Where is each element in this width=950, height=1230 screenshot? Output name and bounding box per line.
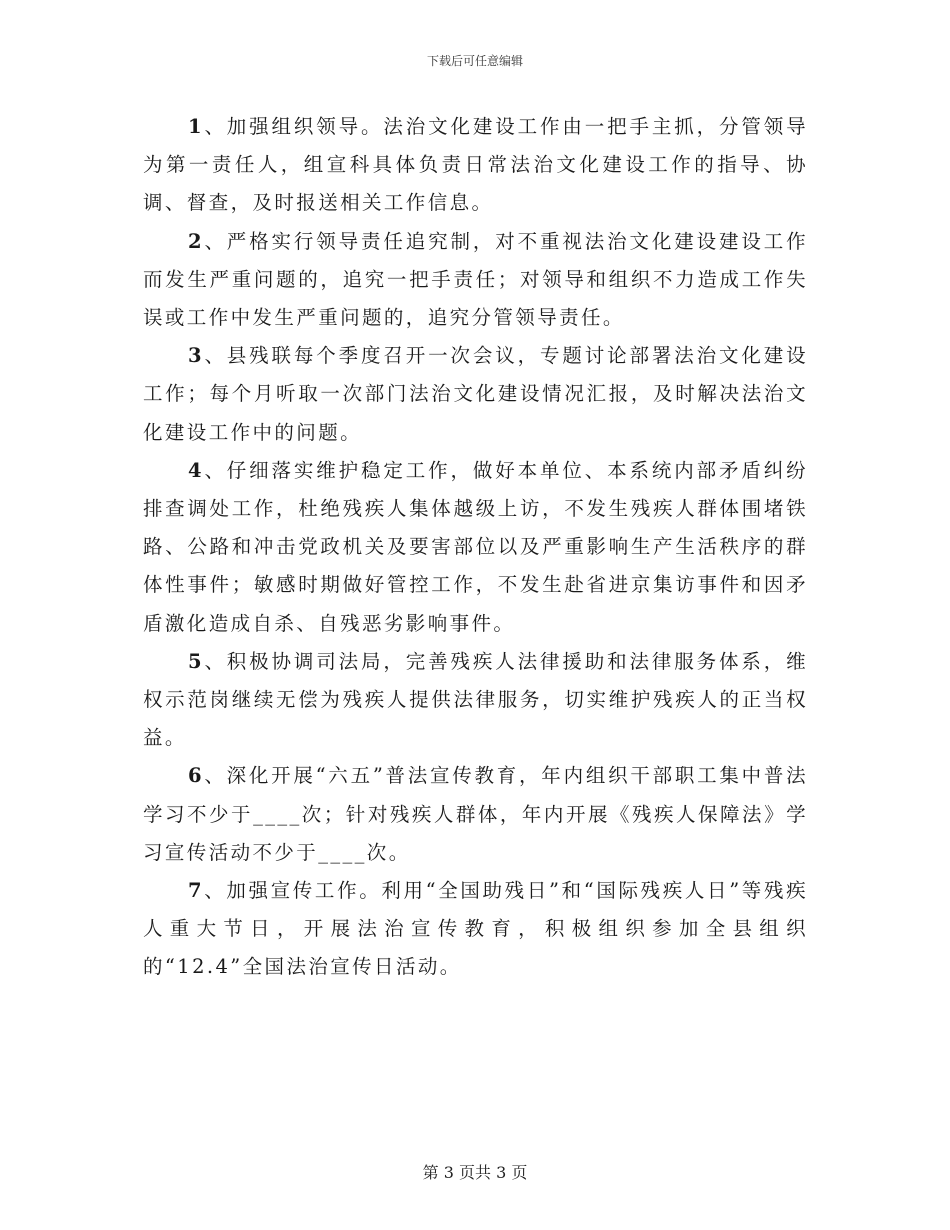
paragraph-4: [143, 452, 808, 643]
paragraph-5: [143, 643, 808, 758]
paragraph-text: 、积极协调司法局，完善残疾人法律援助和法律服务体系，维权示范岗继续无偿为残疾人提供法律服务，切实维护残疾人的正当权益。: [143, 649, 808, 750]
document-body: [143, 108, 808, 987]
page-header: 下载后可任意编辑: [426, 54, 523, 68]
paragraph-number: 1: [188, 115, 204, 138]
paragraph-number: 5: [188, 649, 204, 673]
paragraph-number: 7: [188, 879, 204, 903]
paragraph-number: 4: [188, 458, 204, 482]
paragraph-number: 3: [188, 344, 204, 368]
paragraph-text: 、加强宣传工作。利用“全国助残日”和“国际残疾人日”等残疾人重大节日，开展法治宣传教育，积极组织参加全县组织的“12.4”全国法治宣传日活动。: [143, 879, 808, 979]
paragraph-text: 、县残联每个季度召开一次会议，专题讨论部署法治文化建设工作；每个月听取一次部门法治文化建设情况汇报，及时解决法治文化建设工作中的问题。: [143, 344, 808, 444]
paragraph-text: 、严格实行领导责任追究制，对不重视法治文化建设建设工作而发生严重问题的，追究一把手责任；对领导和组织不力造成工作失误或工作中发生严重问题的，追究分管领导责任。: [143, 229, 808, 330]
paragraph-number: 2: [188, 229, 204, 253]
paragraph-number: 6: [188, 764, 204, 788]
paragraph-7: [143, 872, 808, 987]
paragraph-2: [143, 223, 808, 338]
paragraph-6: [143, 757, 808, 872]
page-footer: 第 3 页共 3 页: [422, 1163, 528, 1182]
paragraph-text: 、深化开展“六五”普法宣传教育，年内组织干部职工集中普法学习不少于____次；针对残疾人群体，年内开展《残疾人保障法》学习宣传活动不少于____次。: [143, 764, 808, 864]
paragraph-3: [143, 337, 808, 452]
paragraph-1: [143, 108, 808, 223]
paragraph-text: 、加强组织领导。法治文化建设工作由一把手主抓，分管领导为第一责任人，组宣科具体负责日常法治文化建设工作的指导、协调、督查，及时报送相关工作信息。: [143, 115, 808, 215]
paragraph-text: 、仔细落实维护稳定工作，做好本单位、本系统内部矛盾纠纷排查调处工作，杜绝残疾人集体越级上访，不发生残疾人群体围堵铁路、公路和冲击党政机关及要害部位以及严重影响生产生活秩序的群体性事件；敏感时期做好管控工作，不发生赴省进京集访事件和因矛盾激化造成自杀、自残恶劣影响事件。: [143, 458, 808, 635]
